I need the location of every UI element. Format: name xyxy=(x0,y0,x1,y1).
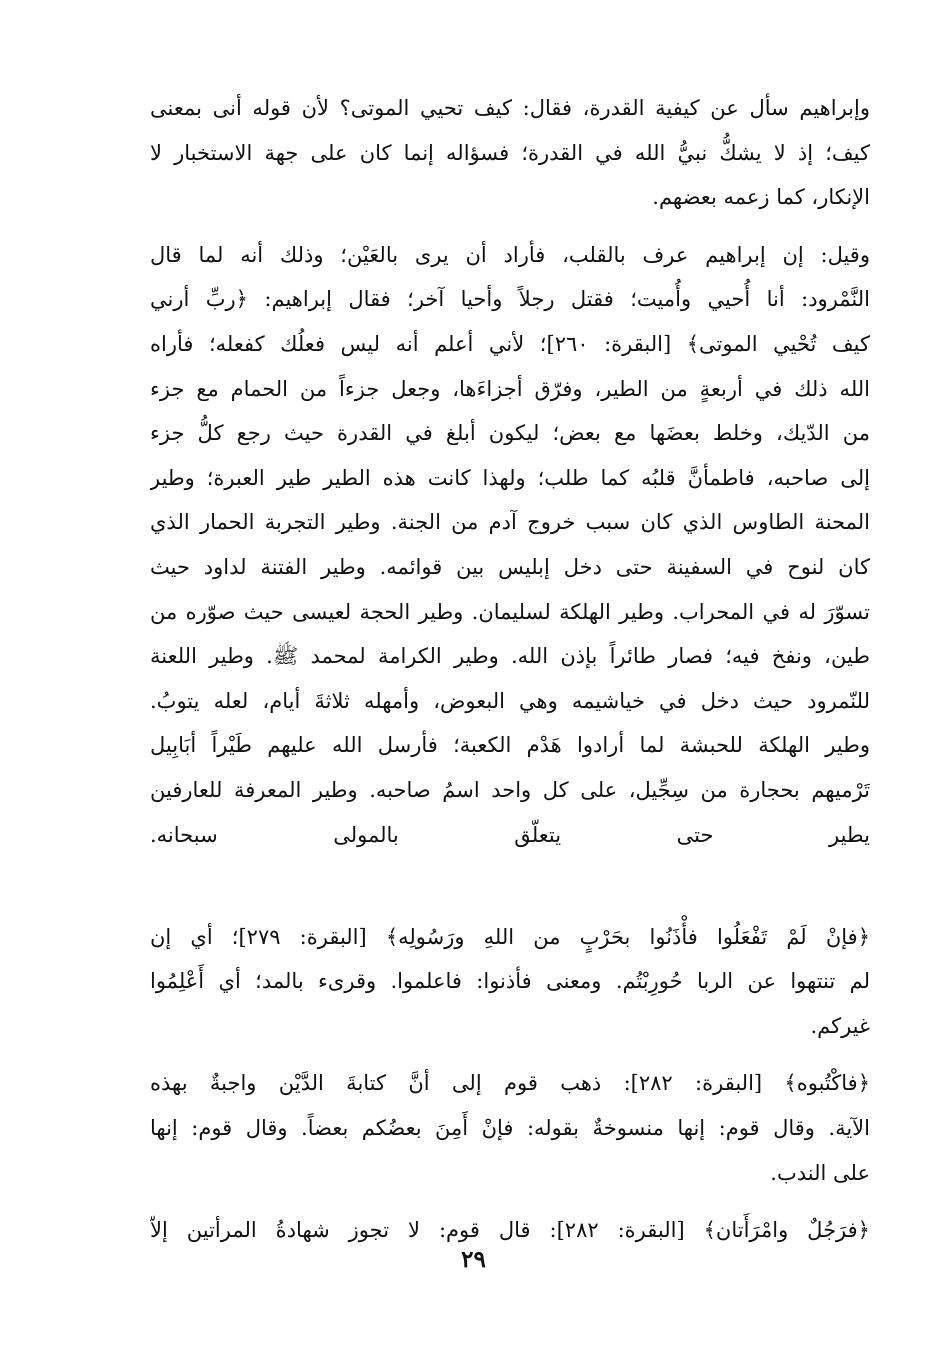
paragraph xyxy=(150,86,870,220)
page-body xyxy=(150,86,870,1266)
text-line: الله ذلك في أربعةٍ من الطير، وفرّق أجزاءَها، وجعل جزءاً من الحمام مع جزء xyxy=(150,376,870,401)
text-line: وقيل: إن إبراهيم عرف بالقلب، فأراد أن يرى بالعَيْن؛ وذلك أنه لما قال xyxy=(150,242,870,267)
text-line: المحنة الطاوس الذي كان سبب خروج آدم من الجنة. وطير التجربة الحمار الذي xyxy=(150,510,870,535)
page-number: ٢٩ xyxy=(461,1246,486,1273)
text-line: كيف تُحْيي الموتى﴾ [البقرة: ٢٦٠]؛ لأني أعلم أنه ليس فعلُك كفعله؛ فأراه xyxy=(150,331,870,356)
paragraph xyxy=(150,233,870,902)
text-line: ﴿فاكْتُبوه﴾ [البقرة: ٢٨٢]: ذهب قوم إلى أنَّ كتابةَ الدَّيْن واجبةٌ بهذه xyxy=(150,1071,870,1096)
text-line: طين، ونفخ فيه؛ فصار طائراً بإذن الله. وطير الكرامة لمحمد ﷺ. وطير اللعنة xyxy=(150,644,870,669)
text-line: الإنكار، كما زعمه بعضهم. xyxy=(652,185,870,210)
text-line: إلى صاحبه، فاطمأنَّ قلبُه كما طلب؛ ولهذا كانت هذه الطير طير العبرة؛ وطير xyxy=(150,465,870,490)
text-line: لم تنتهوا عن الربا حُورِبْتُم. ومعنى فأذنوا: فاعلموا. وقرىء بالمد؛ أي أَعْلِمُوا xyxy=(150,969,870,994)
text-line: غيركم. xyxy=(810,1013,870,1038)
text-line xyxy=(150,857,870,902)
text-line: تسوّرَ له في المحراب. وطير الهلكة لسليمان. وطير الحجة لعيسى حيث صوّره من xyxy=(150,599,870,624)
text-line: النَّمْرود: أنا أُحيي وأُميت؛ فقتل رجلاً وأحيا آخر؛ فقال إبراهيم: ﴿ربِّ أرني xyxy=(150,287,870,312)
text-line: على الندب. xyxy=(770,1160,870,1185)
text-line: ﴿فرَجُلٌ وامْرَأَتان﴾ [البقرة: ٢٨٢]: قال قوم: لا تجوز شهادةُ المرأتين إلاّ xyxy=(150,1218,870,1243)
text-line: من الدّيك، وخلط بعضَها مع بعض؛ ليكون أبلغ في القدرة حيث رجع كلُّ جزء xyxy=(150,421,870,446)
text-line: وإبراهيم سأل عن كيفية القدرة، فقال: كيف تحيي الموتى؟ لأن قوله أنى بمعنى xyxy=(150,96,870,120)
text-line: ﴿فإنْ لَمْ تَفْعَلُوا فأْذَنُوا بحَرْبٍ من اللهِ ورَسُولِه﴾ [البقرة: ٢٧٩]؛ أي إن xyxy=(150,924,870,949)
text-line: وطير الهلكة للحبشة لما أرادوا هَدْم الكعبة؛ فأرسل الله عليهم طَيْراً أبَابِيل xyxy=(150,733,870,758)
text-line: تَرْميهم بحجارة من سِجِّيل، على كل واحد اسمُ صاحبه. وطير المعرفة للعارفين xyxy=(150,777,870,802)
paragraph xyxy=(150,1061,870,1195)
text-line: يطير حتى يتعلّق بالمولى سبحانه. xyxy=(150,822,870,847)
text-line: للنّمرود حيث دخل في خياشيمه وهي البعوض، وأمهله ثلاثةَ أيام، لعله يتوبُ. xyxy=(150,688,870,713)
text-line: كيف؛ إذ لا يشكُّ نبيُّ الله في القدرة؛ فسؤاله إنما كان على جهة الاستخبار لا xyxy=(150,140,870,165)
paragraph xyxy=(150,915,870,1049)
text-line: كان لنوح في السفينة حتى دخل إبليس بين قوائمه. وطير الفتنة لداود حيث xyxy=(150,554,870,579)
text-line: الآية. وقال قوم: إنها منسوخةٌ بقوله: فإنْ أَمِنَ بعضُكم بعضاً. وقال قوم: إنها xyxy=(150,1116,870,1141)
